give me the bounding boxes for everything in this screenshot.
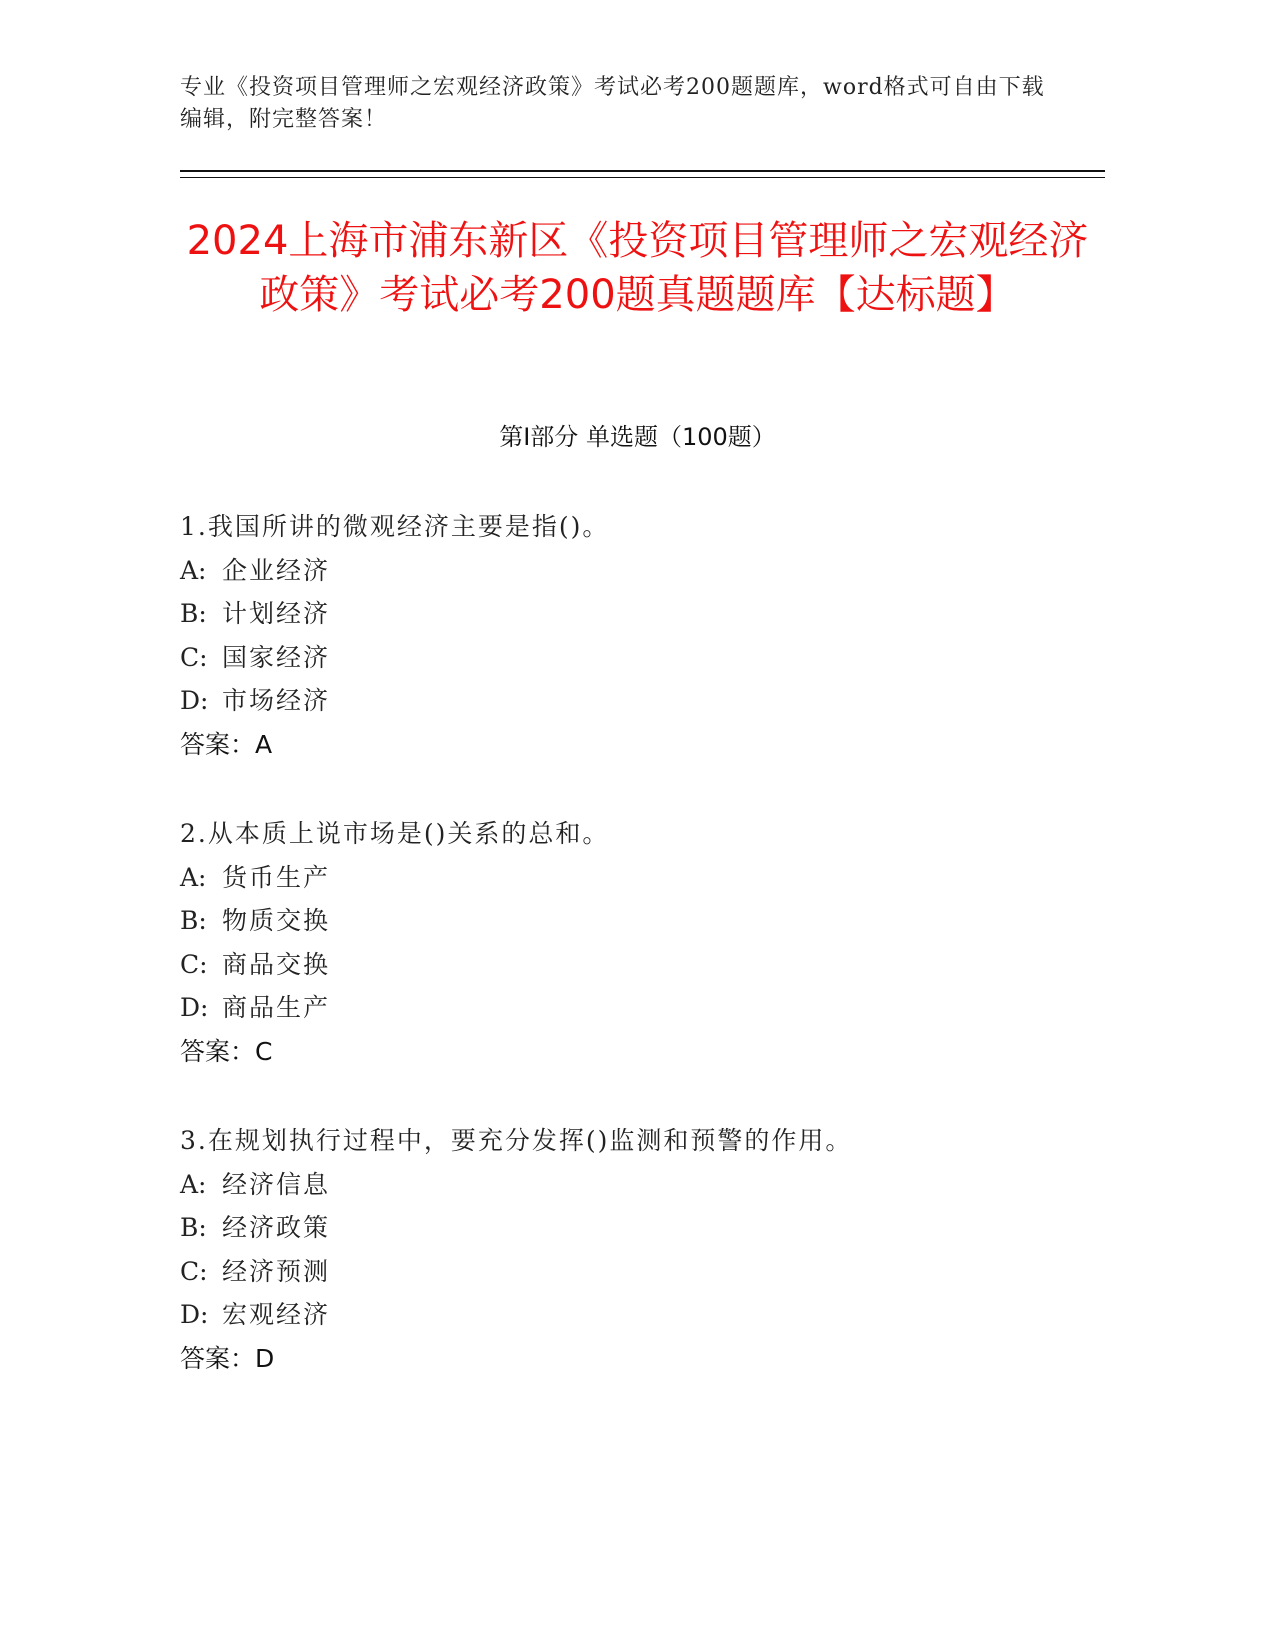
option-c: [180, 1250, 1080, 1294]
option-b: [180, 899, 1080, 943]
option-letter: C:: [180, 949, 208, 979]
option-letter: B:: [180, 599, 207, 628]
option-letter: D:: [180, 1300, 209, 1329]
option-letter: B:: [180, 1213, 207, 1242]
answer-line: 答案：C: [180, 1036, 273, 1066]
option-d: [180, 679, 1080, 723]
option-text: 国家经济: [222, 642, 331, 672]
option-text: 商品交换: [222, 949, 331, 979]
header-divider-thick: [180, 170, 1105, 172]
question-stem: 1.我国所讲的微观经济主要是指()。: [180, 512, 610, 541]
option-a: [180, 856, 1080, 900]
option-d: [180, 986, 1080, 1030]
option-text: 商品生产: [222, 993, 331, 1022]
option-text: 经济预测: [222, 1256, 331, 1286]
option-text: 货币生产: [222, 862, 331, 892]
option-text: 经济信息: [222, 1169, 331, 1199]
option-text: 市场经济: [222, 686, 331, 715]
option-text: 计划经济: [222, 599, 331, 628]
option-a: [180, 549, 1080, 593]
question-list: [180, 505, 1080, 1426]
option-letter: A:: [180, 555, 207, 585]
question-item: [180, 812, 1080, 1073]
header-divider-thin: [180, 177, 1105, 178]
option-text: 企业经济: [222, 555, 331, 585]
header-note: 专业《投资项目管理师之宏观经济政策》考试必考200题题库，word格式可自由下载编辑，附完整答案！: [180, 75, 1045, 132]
option-letter: D:: [180, 993, 209, 1022]
option-letter: A:: [180, 1169, 207, 1199]
option-text: 宏观经济: [222, 1300, 331, 1329]
answer-line: 答案：D: [180, 1343, 275, 1373]
option-letter: B:: [180, 906, 207, 935]
option-letter: D:: [180, 686, 209, 715]
option-c: [180, 943, 1080, 987]
question-item: [180, 505, 1080, 766]
option-b: [180, 592, 1080, 636]
document-title: 2024上海市浦东新区《投资项目管理师之宏观经济政策》考试必考200题真题题库【达标题】: [186, 218, 1089, 318]
option-c: [180, 636, 1080, 680]
option-text: 物质交换: [222, 906, 331, 935]
option-b: [180, 1206, 1080, 1250]
section-heading: 第I部分 单选题（100题）: [499, 423, 776, 451]
option-letter: A:: [180, 862, 207, 892]
option-letter: C:: [180, 642, 208, 672]
question-stem: 3.在规划执行过程中，要充分发挥()监测和预警的作用。: [180, 1126, 853, 1155]
option-letter: C:: [180, 1256, 208, 1286]
answer-line: 答案：A: [180, 729, 273, 759]
question-stem: 2.从本质上说市场是()关系的总和。: [180, 819, 610, 848]
option-text: 经济政策: [222, 1213, 331, 1242]
question-item: [180, 1119, 1080, 1380]
option-a: [180, 1163, 1080, 1207]
option-d: [180, 1293, 1080, 1337]
